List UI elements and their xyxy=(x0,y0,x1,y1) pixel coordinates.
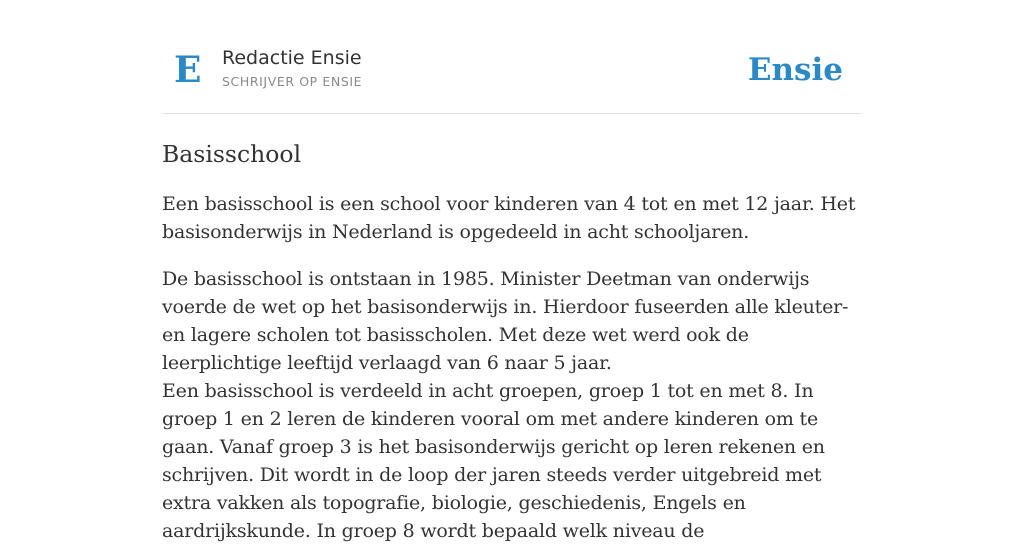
author-name[interactable]: Redactie Ensie xyxy=(222,47,362,69)
article-paragraph: De basisschool is ontstaan in 1985. Minister Deetman van onderwijs voerde de wet op het basisonderwijs in. Hierdoor fuseerden alle kleuter- en lagere scholen tot basisscholen. Met deze wet werd ook de leerplichtige leeftijd verlaagd van 6 naar 5 jaar. xyxy=(162,268,849,374)
article-card xyxy=(162,0,862,545)
article-paragraph: Een basisschool is een school voor kinderen van 4 tot en met 12 jaar. Het basisonderwijs in Nederland is opgedeeld in acht schooljaren. xyxy=(162,193,856,243)
author-role: SCHRIJVER OP ENSIE xyxy=(222,74,363,89)
article-header xyxy=(162,0,862,114)
author-avatar[interactable]: E xyxy=(174,49,202,91)
article-title: Basisschool xyxy=(162,140,302,168)
article-paragraph: Een basisschool is verdeeld in acht groepen, groep 1 tot en met 8. In groep 1 en 2 leren de kinderen vooral om met andere kinderen om te gaan. Vanaf groep 3 is het basisonderwijs gericht op leren rekenen en schrijven. Dit wordt in de loop der jaren steeds verder uitgebreid met extra vakken als topografie, biologie, geschiedenis, Engels en aardrijkskunde. In groep 8 wordt bepaald welk niveau de xyxy=(162,380,825,542)
brand-logo[interactable]: Ensie xyxy=(747,52,843,88)
article-body xyxy=(162,190,862,545)
